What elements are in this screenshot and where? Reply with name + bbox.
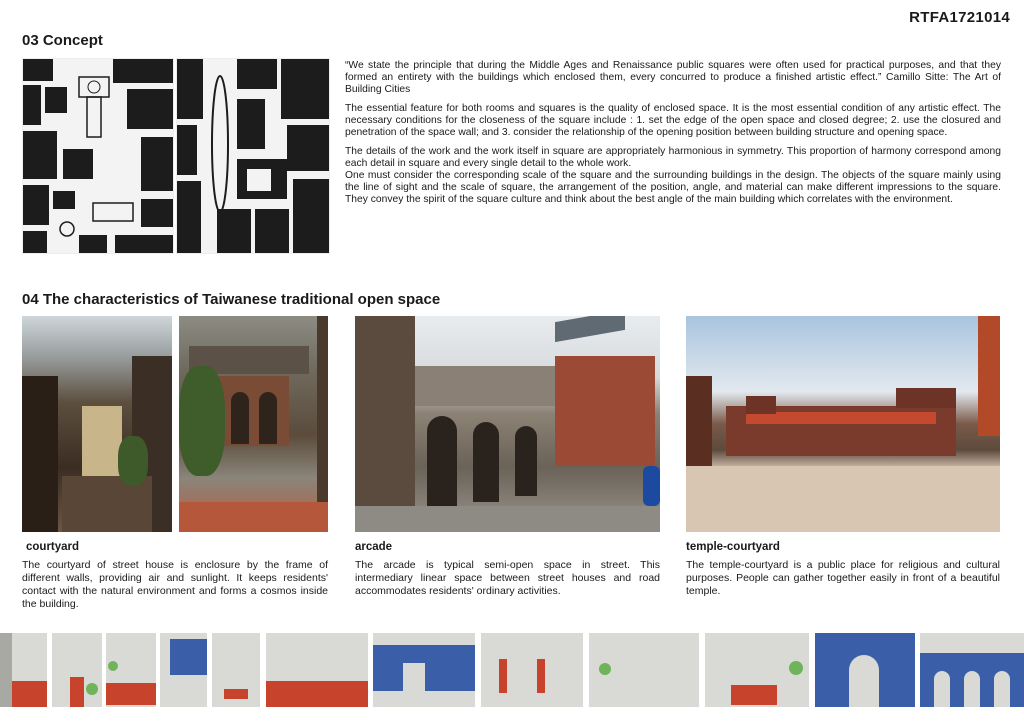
concept-heading: 03 Concept	[22, 32, 103, 49]
concept-text	[345, 60, 1001, 213]
thumbnail-4	[160, 633, 207, 707]
thumbnail-8	[481, 633, 583, 707]
courtyard-description: The courtyard of street house is enclosure by the frame of different walls, providing air and sunlight. It keeps residents' contact with the natural environment and forms a cosmos inside the building.	[22, 559, 328, 610]
concept-quote: “We state the principle that during the Middle Ages and Renaissance public squares were often used for practical purposes, and that they formed an entirety with the buildings which enclosed them, every concurred to produce a finished artistic effect.” Camillo Sitte: The Art of Building Cities	[345, 60, 1001, 95]
thumbnail-1	[0, 633, 47, 707]
thumbnail-7	[373, 633, 475, 707]
figure-ground-map-right	[176, 58, 330, 254]
thumbnail-2	[52, 633, 102, 707]
project-code: RTFA1721014	[909, 9, 1010, 26]
figure-ground-map-left	[22, 58, 174, 254]
arcade-photo	[355, 316, 660, 532]
thumbnail-10	[705, 633, 809, 707]
courtyard-photo-2	[179, 316, 328, 532]
temple-courtyard-title: temple-courtyard	[686, 541, 780, 553]
courtyard-photo-1	[22, 316, 172, 532]
thumbnail-5	[212, 633, 260, 707]
thumbnail-9	[589, 633, 699, 707]
thumbnail-6	[266, 633, 368, 707]
arcade-description: The arcade is typical semi-open space in street. This intermediary linear space between street houses and road accommodates residents' ordinary activities.	[355, 559, 660, 597]
piazza-outline-icon	[205, 69, 235, 219]
thumbnail-12	[920, 633, 1024, 707]
palace-plan-icon	[53, 199, 143, 249]
concept-paragraph-1: The essential feature for both rooms and squares is the quality of enclosed space. It is the most essential condition of any artistic effect. The necessary conditions for the closeness of the square include : 1. set the edge of the open space and closed degree; 2. use the closured and penetration of the space wall; and 3. consider the relationship of the opening position between building structure and opening space.	[345, 103, 1001, 138]
concept-paragraph-3: One must consider the corresponding scale of the square and the surrounding buildings in the design. The objects of the square mainly using the line of sight and the scale of square, the arrangement of the position, angle, and material can make different impressions to the square. They convey the spirit of the square culture and think about the best angle of the main building which correlates with the environment.	[345, 170, 1001, 205]
temple-courtyard-description: The temple-courtyard is a public place for religious and cultural purposes. People can gather together easily in front of a beautiful temple.	[686, 559, 1000, 597]
church-plan-icon	[63, 69, 133, 149]
characteristics-heading: 04 The characteristics of Taiwanese traditional open space	[22, 291, 441, 308]
arcade-title: arcade	[355, 541, 393, 553]
concept-paragraph-2: The details of the work and the work itself in square are appropriately harmonious in symmetry. This proportion of harmony correspond among each detail in square and every single detail to the whole work.	[345, 146, 1001, 169]
thumbnail-11	[815, 633, 915, 707]
thumbnail-3	[106, 633, 156, 707]
temple-courtyard-photo	[686, 316, 1000, 532]
courtyard-title: courtyard	[26, 541, 80, 553]
